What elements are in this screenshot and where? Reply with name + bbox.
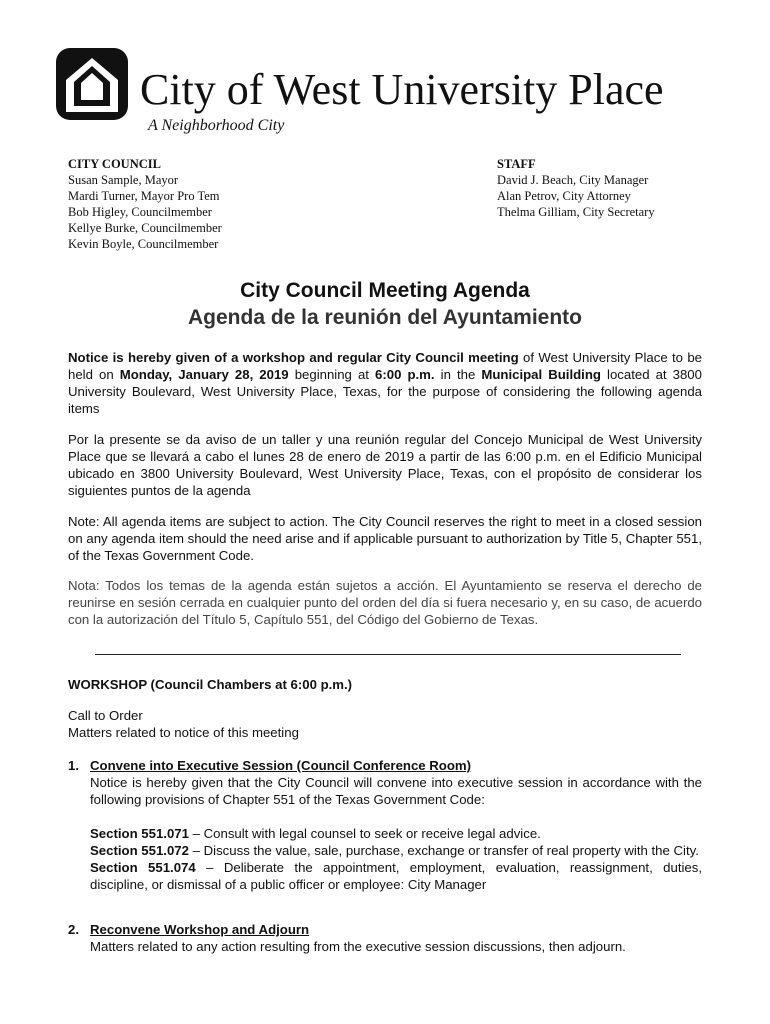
staff-member: Alan Petrov, City Attorney bbox=[497, 189, 631, 203]
agenda-item-title: Convene into Executive Session (Council Conference Room) bbox=[90, 758, 472, 773]
matters-related: Matters related to notice of this meeting bbox=[68, 725, 299, 740]
council-member: Kellye Burke, Councilmember bbox=[68, 221, 222, 235]
statute-text: – Discuss the value, sale, purchase, exchange or transfer of real property with the City. bbox=[188, 843, 699, 858]
council-member: Susan Sample, Mayor bbox=[68, 173, 179, 187]
agenda-item bbox=[68, 757, 702, 893]
agenda-item bbox=[68, 921, 702, 955]
staff-roster bbox=[497, 156, 655, 220]
statute-label: Section 551.071 bbox=[90, 826, 189, 841]
statute-section bbox=[90, 859, 702, 893]
notice-text: beginning at bbox=[288, 367, 376, 382]
statute-text: – Deliberate the appointment, employment, evaluation, reassignment, duties, discipline, or dismissal of a public officer or employee: City Manager bbox=[90, 860, 703, 892]
notice-paragraph-english bbox=[68, 349, 702, 417]
agenda-item-title: Reconvene Workshop and Adjourn bbox=[90, 922, 310, 937]
notice-paragraph-spanish: Por la presente se da aviso de un taller y una reunión regular del Concejo Municipal de West University Place que se llevará a cabo el lunes 28 de enero de 2019 a partir de las 6:00 p.m. en el Edificio Municipal ubicado en 3800 University Boulevard, West University Place, Texas, con el propósito de considerar los siguientes puntos de la agenda bbox=[68, 432, 702, 498]
statute-text: – Consult with legal counsel to seek or receive legal advice. bbox=[188, 826, 541, 841]
agenda-item-text: Notice is hereby given that the City Council will convene into executive session in accordance with the following provisions of Chapter 551 of the Texas Government Code: bbox=[90, 775, 702, 807]
action-note-spanish: Nota: Todos los temas de la agenda están sujetos a acción. El Ayuntamiento se reserva el derecho de reunirse en sesión cerrada en cualquier punto del orden del día si fuera necesario y, en su caso, de acuerdo con la autorización del Título 5, Capítulo 551, del Código del Gobierno de Texas. bbox=[68, 578, 702, 627]
statute-label: Section 551.074 bbox=[90, 860, 196, 875]
notice-text: of West University Place to be held on bbox=[68, 350, 702, 382]
council-member: Mardi Turner, Mayor Pro Tem bbox=[68, 189, 220, 203]
notice-bold-text: Notice is hereby given of a workshop and regular City Council meeting bbox=[68, 350, 519, 365]
staff-member: Thelma Gilliam, City Secretary bbox=[497, 205, 655, 219]
staff-heading: STAFF bbox=[497, 157, 536, 171]
divider-line bbox=[95, 654, 681, 655]
agenda-title-spanish: Agenda de la reunión del Ayuntamiento bbox=[188, 306, 582, 329]
agenda-item-text: Matters related to any action resulting from the executive session discussions, then adjourn. bbox=[90, 939, 626, 954]
house-logo-icon bbox=[54, 46, 130, 122]
agenda-item-number: 2. bbox=[68, 922, 79, 937]
city-name: City of West University Place bbox=[140, 65, 664, 114]
action-note-english: Note: All agenda items are subject to action. The City Council reserves the right to meet in a closed session on any agenda item should the need arise and if applicable pursuant to authorization by Title 5, Chapter 551, of the Texas Government Code. bbox=[68, 514, 702, 563]
meeting-date: Monday, January 28, 2019 bbox=[119, 367, 289, 382]
meeting-time: 6:00 p.m. bbox=[375, 367, 435, 382]
council-heading: CITY COUNCIL bbox=[68, 157, 161, 171]
workshop-heading: WORKSHOP (Council Chambers at 6:00 p.m.) bbox=[68, 677, 353, 692]
statute-section bbox=[90, 842, 702, 859]
workshop-opening bbox=[68, 707, 299, 741]
notice-text: located at 3800 University Boulevard, West University Place, Texas, for the purpose of considering the following agenda items bbox=[68, 367, 702, 416]
statute-section bbox=[90, 825, 702, 842]
notice-text: in the bbox=[434, 367, 482, 382]
agenda-item-number: 1. bbox=[68, 758, 79, 773]
staff-member: David J. Beach, City Manager bbox=[497, 173, 649, 187]
statute-label: Section 551.072 bbox=[90, 843, 189, 858]
call-to-order: Call to Order bbox=[68, 708, 143, 723]
council-member: Kevin Boyle, Councilmember bbox=[68, 237, 219, 251]
city-tagline: A Neighborhood City bbox=[148, 117, 285, 134]
council-roster bbox=[68, 156, 222, 252]
council-member: Bob Higley, Councilmember bbox=[68, 205, 212, 219]
agenda-title-english: City Council Meeting Agenda bbox=[240, 279, 530, 302]
meeting-location: Municipal Building bbox=[481, 367, 601, 382]
